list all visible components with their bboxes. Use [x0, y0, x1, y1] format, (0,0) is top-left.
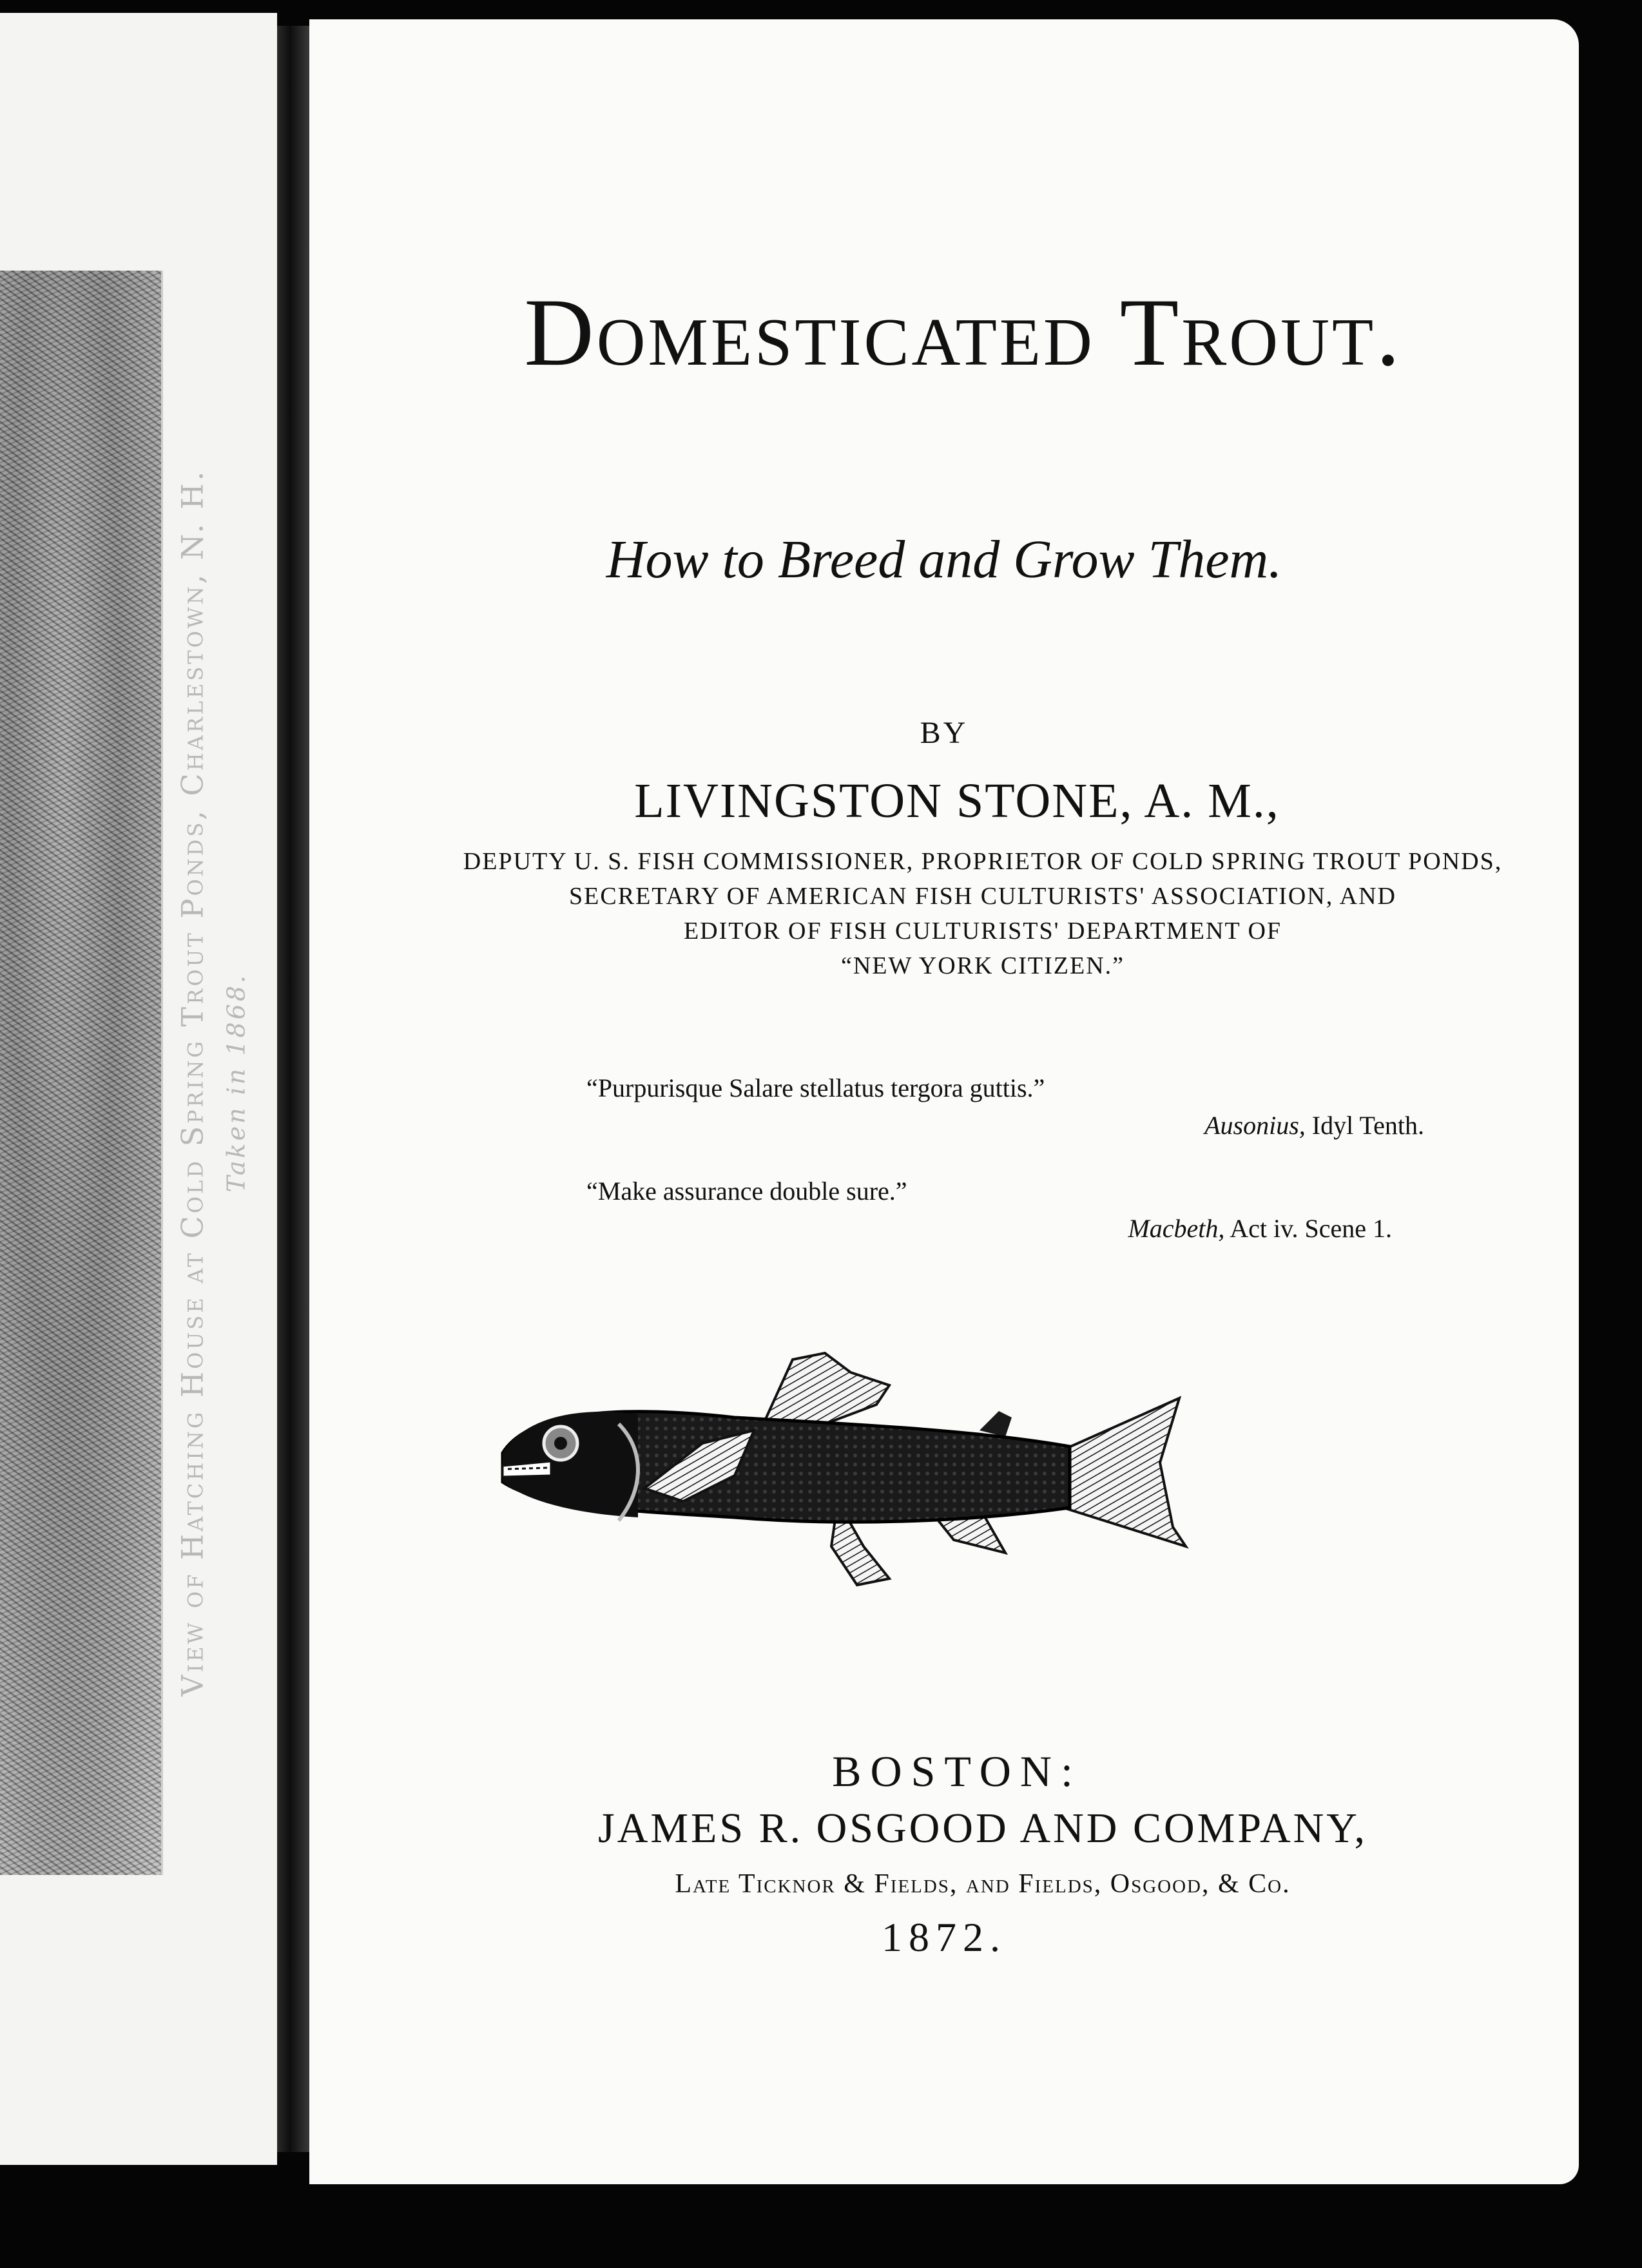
- frontispiece-caption-date: Taken in 1868.: [222, 972, 251, 1193]
- epigraph-work: Ausonius,: [1204, 1111, 1306, 1140]
- epigraph-work: Macbeth,: [1128, 1214, 1225, 1243]
- book-title: Domesticated Trout.: [524, 279, 1403, 386]
- epigraph-attribution: [586, 1210, 1424, 1247]
- author-credentials: [309, 844, 1579, 983]
- book-subtitle: How to Breed and Grow Them.: [606, 530, 1282, 590]
- publication-year: 1872.: [882, 1914, 1007, 1960]
- epigraph-quote: “Purpurisque Salare stellatus tergora guttis.”: [586, 1073, 1045, 1102]
- credential-line: DEPUTY U. S. FISH COMMISSIONER, PROPRIETOR OF COLD SPRING TROUT PONDS,: [463, 848, 1503, 875]
- frontispiece-engraving: [0, 271, 163, 1875]
- publication-place: BOSTON:: [832, 1747, 1082, 1796]
- epigraph-reference: Idyl Tenth.: [1311, 1111, 1424, 1140]
- by-line: BY: [920, 716, 969, 750]
- author-name: LIVINGSTON STONE, A. M.,: [634, 774, 1280, 828]
- credential-line: “NEW YORK CITIZEN.”: [840, 952, 1125, 979]
- publisher-name: JAMES R. OSGOOD AND COMPANY,: [598, 1805, 1367, 1852]
- book-gutter: [277, 26, 309, 2152]
- frontispiece-caption-text: View of Hatching House at Cold Spring Trout Ponds, Charlestown, N. H.: [175, 468, 210, 1696]
- publisher-former-names: Late Ticknor & Fields, and Fields, Osgood, & Co.: [675, 1869, 1291, 1899]
- epigraphs: [586, 1070, 1424, 1247]
- credential-line: SECRETARY OF AMERICAN FISH CULTURISTS' ASSOCIATION, AND: [569, 883, 1396, 910]
- epigraph-reference: Act iv. Scene 1.: [1230, 1214, 1392, 1243]
- epigraph-quote: “Make assurance double sure.”: [586, 1177, 907, 1206]
- trout-illustration: [490, 1334, 1212, 1624]
- frontispiece-page: [0, 13, 277, 2165]
- title-page: [309, 19, 1579, 2184]
- epigraph-attribution: [586, 1107, 1424, 1144]
- frontispiece-caption: [174, 399, 251, 1765]
- credential-line: EDITOR OF FISH CULTURISTS' DEPARTMENT OF: [683, 918, 1282, 945]
